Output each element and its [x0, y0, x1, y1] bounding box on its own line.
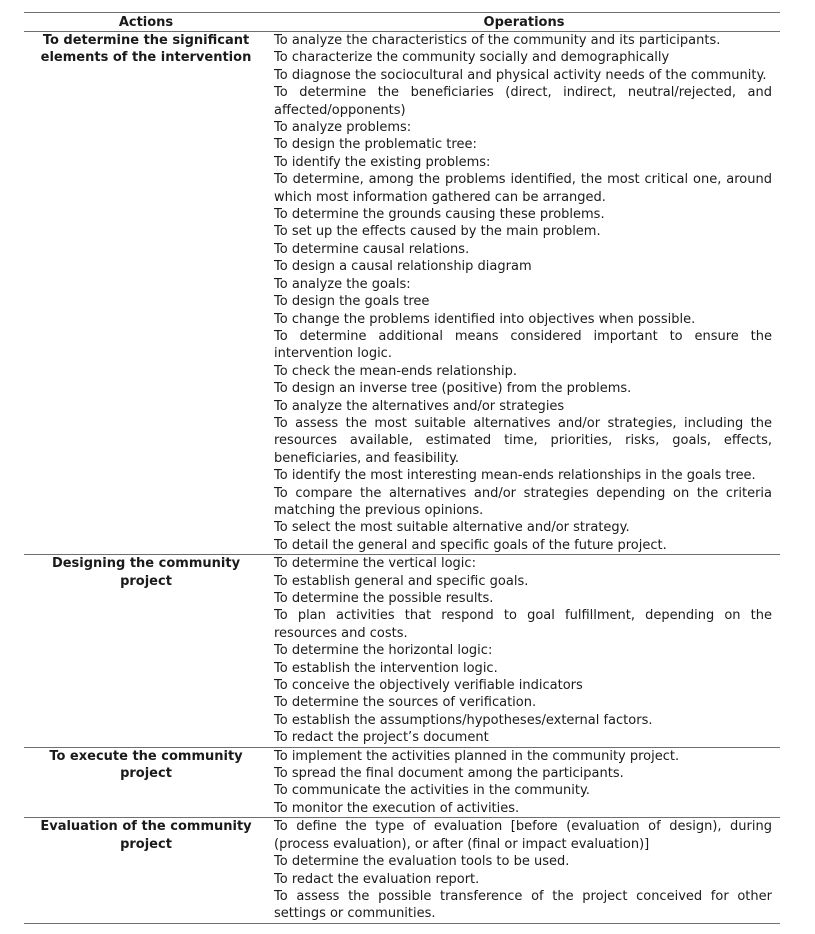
operation-item: To determine additional means considered important to ensure the intervention logic. [274, 328, 772, 362]
operation-item: To design a causal relationship diagram [274, 259, 532, 275]
operation-item: To characterize the community socially and demographically [274, 50, 670, 66]
operation-item: To implement the activities planned in the community project. [274, 748, 680, 764]
operation-item: To analyze the goals: [274, 276, 411, 292]
operation-item: To redact the evaluation report. [274, 871, 480, 887]
operation-item: To design the goals tree [274, 294, 430, 310]
operation-item: To design an inverse tree (positive) from the problems. [274, 381, 632, 397]
operation-item: To plan activities that respond to goal fulfillment, depending on the resources and costs. [274, 608, 772, 641]
table-row [24, 32, 780, 555]
operation-item: To identify the existing problems: [274, 154, 491, 170]
operations-cell [268, 747, 780, 818]
operation-item: To assess the most suitable alternatives and/or strategies, including the resources available, estimated time, priorities, risks, goals, effects, beneficiaries, and feasibility. [274, 415, 772, 466]
operation-item: To determine the vertical logic: [274, 556, 476, 572]
operation-item: To determine causal relations. [274, 241, 470, 257]
action-cell: Evaluation of the community project [24, 818, 268, 923]
actions-column-header: Actions [24, 13, 268, 32]
operation-item: To determine the sources of verification. [274, 695, 537, 711]
operation-item: To analyze the alternatives and/or strategies [274, 398, 565, 414]
operation-item: To monitor the execution of activities. [274, 800, 520, 816]
operation-item: To determine the grounds causing these problems. [274, 207, 605, 223]
operation-item: To check the mean-ends relationship. [274, 363, 517, 379]
operation-item: To analyze the characteristics of the community and its participants. [274, 33, 721, 48]
operation-item: To determine the horizontal logic: [274, 643, 493, 659]
operation-item: To detail the general and specific goals of the future project. [274, 537, 667, 553]
operations-cell [268, 32, 780, 555]
table-body [24, 32, 780, 924]
operation-item: To establish general and specific goals. [274, 573, 529, 589]
operation-item: To determine the beneficiaries (direct, indirect, neutral/rejected, and affected/opponents) [274, 85, 772, 118]
operation-item: To compare the alternatives and/or strategies depending on the criteria matching the previous opinions. [274, 485, 772, 518]
operation-item: To conceive the objectively verifiable indicators [274, 678, 583, 694]
operations-column-header: Operations [268, 13, 780, 32]
operation-item: To redact the project’s document [274, 730, 489, 746]
operation-item: To change the problems identified into objectives when possible. [274, 311, 696, 327]
operation-item: To assess the possible transference of the project conceived for other settings or communities. [274, 888, 772, 922]
operation-item: To spread the final document among the participants. [274, 766, 624, 782]
table-row [24, 747, 780, 818]
operation-item: To define the type of evaluation [before (evaluation of design), during (process evaluation), or after (final or impact evaluation)] [274, 819, 772, 852]
operation-item: To communicate the activities in the community. [274, 783, 590, 799]
action-cell: Designing the community project [24, 555, 268, 747]
table-header-row [24, 13, 780, 32]
action-cell: To determine the significant elements of the intervention [24, 32, 268, 555]
operation-item: To establish the assumptions/hypotheses/external factors. [274, 712, 653, 728]
operation-item: To diagnose the sociocultural and physical activity needs of the community. [274, 67, 767, 83]
operation-item: To identify the most interesting mean-ends relationships in the goals tree. [274, 468, 756, 484]
operation-item: To select the most suitable alternative and/or strategy. [274, 520, 630, 536]
operations-cell [268, 818, 780, 923]
operation-item: To set up the effects caused by the main problem. [274, 224, 601, 240]
operation-item: To establish the intervention logic. [274, 660, 498, 676]
operation-item: To determine, among the problems identified, the most critical one, around which most information gathered can be arranged. [274, 172, 772, 205]
action-cell: To execute the community project [24, 747, 268, 818]
actions-operations-table [24, 12, 780, 924]
operation-item: To design the problematic tree: [274, 137, 477, 153]
table-row [24, 818, 780, 923]
operations-cell [268, 555, 780, 747]
operation-item: To analyze problems: [274, 120, 412, 136]
operation-item: To determine the possible results. [274, 591, 494, 606]
operation-item: To determine the evaluation tools to be used. [274, 854, 570, 870]
table-row [24, 555, 780, 747]
